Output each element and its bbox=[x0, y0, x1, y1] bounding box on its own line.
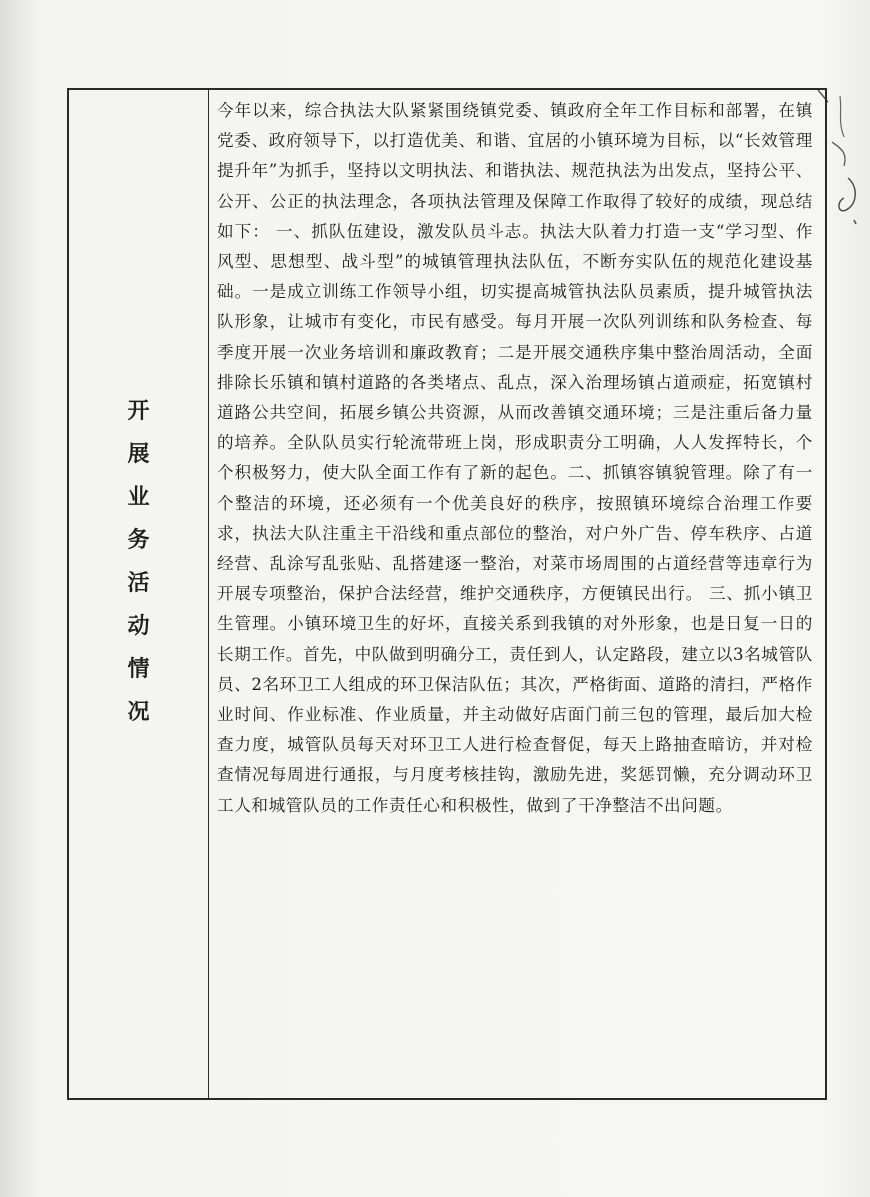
row-label-char: 活 bbox=[127, 570, 150, 596]
row-label-char: 业 bbox=[127, 484, 150, 510]
column-divider bbox=[208, 90, 209, 1098]
row-label-char: 况 bbox=[127, 699, 150, 725]
row-label-char: 开 bbox=[127, 398, 150, 424]
row-label-activities bbox=[69, 390, 208, 734]
row-label-char: 展 bbox=[127, 441, 150, 467]
row-label-char: 务 bbox=[127, 527, 150, 553]
row-label-char: 动 bbox=[127, 613, 150, 639]
report-body-text: 今年以来，综合执法大队紧紧围绕镇党委、镇政府全年工作目标和部署，在镇党委、政府领导下，以打造优美、和谐、宜居的小镇环境为目标，以“长效管理提升年”为抓手，坚持以文明执法、和谐执法、规范执法为出发点，坚持公平、公开、公正的执法理念，各项执法管理及保障工作取得了较好的成绩，现总结如下： 一、抓队伍建设，激发队员斗志。执法大队着力打造一支“学习型、作风型、思想型、战斗型”的城镇管理执法队伍，不断夯实队伍的规范化建设基础。一是成立训练工作领导小组，切实提高城管执法队员素质，提升城管执法队形象，让城市有变化，市民有感受。每月开展一次队列训练和队务检查、每季度开展一次业务培训和廉政教育；二是开展交通秩序集中整治周活动，全面排除长乐镇和镇村道路的各类堵点、乱点，深入治理场镇占道顽症，拓宽镇村道路公共空间，拓展乡镇公共资源，从而改善镇交通环境；三是注重后备力量的培养。全队队员实行轮流带班上岗，形成职责分工明确，人人发挥特长，个个积极努力，使大队全面工作有了新的起色。二、抓镇容镇貌管理。除了有一个整洁的环境，还必须有一个优美良好的秩序，按照镇环境综合治理工作要求，执法大队注重主干沿线和重点部位的整治，对户外广告、停车秩序、占道经营、乱涂写乱张贴、乱搭建逐一整治，对菜市场周围的占道经营等违章行为开展专项整治，保护合法经营，维护交通秩序，方便镇民出行。 三、抓小镇卫生管理。小镇环境卫生的好坏，直接关系到我镇的对外形象，也是日复一日的长期工作。首先，中队做到明确分工，责任到人，认定路段，建立以3名城管队员、2名环卫工人组成的环卫保洁队伍；其次，严格街面、道路的清扫，严格作业时间、作业标准、作业质量，并主动做好店面门前三包的管理，最后加大检查力度，城管队员每天对环卫工人进行检查督促，每天上路抽查暗访，并对检查情况每周进行通报，与月度考核挂钩，激励先进，奖惩罚懒，充分调动环卫工人和城管队员的工作责任心和积极性，做到了干净整洁不出问题。 bbox=[217, 101, 813, 815]
form-table bbox=[67, 88, 827, 1100]
row-label-char: 情 bbox=[127, 656, 150, 682]
